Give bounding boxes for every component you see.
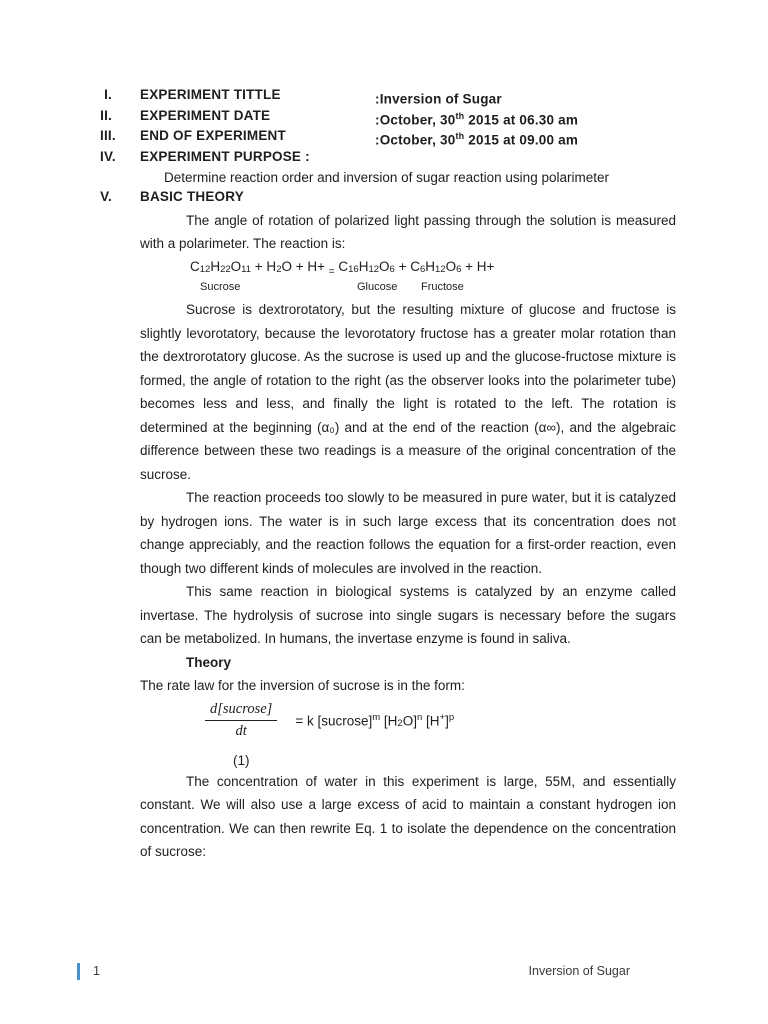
value-superscript: th	[455, 110, 465, 121]
formula-segment: [H	[422, 713, 440, 729]
experiment-end-value	[375, 128, 676, 149]
value-text: :Inversion of Sugar	[375, 91, 502, 107]
experiment-date-row	[100, 108, 676, 129]
page-number: 1	[93, 964, 100, 978]
equation-number: (1)	[233, 752, 250, 768]
paragraph-invertase: This same reaction in biological systems is catalyzed by an enzyme called invertase. The hydrolysis of sucrose into single sugars is necessary before the sugars can be metabolized. In humans, the invertase enzyme is found in saliva.	[140, 584, 676, 647]
fraction-denominator: dt	[235, 722, 247, 739]
paragraph-dextrorotatory: Sucrose is dextrorotatory, but the resulting mixture of glucose and fructose is slightly levorotatory, because the levorotatory fructose has a greater molar rotation than the dextrorotatory glucose. As the sucrose is used up and the glucose-fructose mixture is formed, the angle of rotation to the right (as the observer looks into the polarimeter tube) becomes less and less, and finally the light is rotated to the left. The rotation is determined at the beginning (α₀) and at the end of the reaction (α∞), and the algebraic difference between these two readings is a measure of the original concentration of the sucrose.	[140, 302, 676, 482]
paragraph-rate-law-intro: The rate law for the inversion of sucrose is in the form:	[140, 678, 465, 694]
formula-segment: p	[448, 711, 455, 723]
chemical-formula	[190, 258, 676, 281]
list-numeral: I.	[104, 87, 112, 102]
document-content	[100, 87, 676, 864]
value-text: :October, 30	[375, 112, 456, 127]
formula-segment: [H	[380, 713, 398, 729]
formula-segment: 16	[348, 263, 359, 275]
experiment-title-value	[375, 87, 676, 108]
experiment-purpose-value	[375, 149, 676, 165]
paragraph-reaction-speed: The reaction proceeds too slowly to be measured in pure water, but it is catalyzed by hydrogen ions. The water is in such large excess that its concentration does not change appreciably, and the reaction follows the equation for a first-order reaction, even though two different kinds of molecules are involved in the reaction.	[140, 490, 676, 576]
formula-segment: O	[230, 258, 242, 274]
value-superscript: th	[455, 131, 465, 141]
formula-segment: + C	[394, 258, 420, 274]
page-footer	[0, 962, 768, 984]
footer-accent-bar	[77, 963, 80, 980]
formula-segment: 12	[368, 263, 380, 275]
footer-document-title: Inversion of Sugar	[528, 964, 630, 978]
formula-segment: 2	[397, 718, 403, 730]
sucrose-label: Sucrose	[200, 281, 241, 294]
list-numeral: V.	[100, 188, 112, 204]
glucose-label: Glucose	[357, 281, 398, 294]
value-text: 2015 at 09.00 am	[464, 132, 579, 148]
basic-theory-row	[100, 189, 676, 205]
value-text: :October, 30	[375, 132, 456, 148]
formula-segment: +	[439, 711, 446, 723]
formula-segment: 12	[199, 263, 211, 275]
theory-heading: Theory	[186, 654, 232, 670]
fructose-label: Fructose	[421, 281, 464, 294]
formula-segment: O	[445, 258, 457, 274]
experiment-end-label: END OF EXPERIMENT	[140, 128, 286, 143]
formula-segment: H	[358, 258, 369, 274]
basic-theory-label: BASIC THEORY	[140, 188, 244, 204]
formula-segment: 11	[241, 263, 252, 275]
value-text: 2015 at 06.30 am	[464, 112, 579, 127]
experiment-purpose-row	[100, 149, 676, 165]
experiment-title-label: EXPERIMENT TITTLE	[140, 87, 281, 102]
experiment-date-label: EXPERIMENT DATE	[140, 107, 271, 123]
chemical-equation-block	[190, 258, 676, 296]
formula-segment: n	[416, 711, 423, 723]
list-numeral: IV.	[100, 148, 116, 164]
derivative-fraction	[205, 701, 277, 740]
list-numeral: II.	[100, 107, 112, 123]
formula-segment: 6	[456, 263, 462, 275]
formula-segment: 12	[435, 263, 446, 275]
formula-segment: O	[379, 258, 390, 274]
paragraph-water-concentration: The concentration of water in this experiment is large, 55M, and essentially constant. We will also use a large excess of acid to maintain a constant hydrogen ion concentration. We can then rewrite Eq. 1 to isolate the dependence on the concentration of sucrose:	[140, 773, 676, 860]
formula-segment: m	[372, 711, 381, 723]
list-numeral: III.	[100, 128, 116, 143]
formula-segment: O + H+	[281, 258, 329, 274]
formula-segment: + H	[251, 258, 277, 274]
formula-segment: O]	[402, 713, 417, 729]
rate-law-rhs	[295, 712, 454, 729]
formula-segment: 2	[276, 263, 282, 275]
formula-segment: 22	[220, 263, 231, 275]
experiment-title-row	[100, 87, 676, 108]
fraction-numerator: d[sucrose]	[205, 701, 277, 721]
formula-segment: + H+	[461, 258, 495, 274]
formula-segment: C	[190, 258, 200, 274]
basic-theory-value	[375, 189, 676, 205]
formula-segment: H	[425, 258, 436, 274]
rate-law-equation	[205, 701, 676, 740]
formula-segment: = k [sucrose]	[295, 713, 373, 729]
formula-segment: ]	[445, 713, 449, 729]
formula-segment: =	[328, 266, 335, 278]
formula-segment: 6	[419, 263, 426, 275]
formula-segment: 6	[389, 263, 395, 275]
experiment-end-row	[100, 128, 676, 149]
paragraph-polarized-light: The angle of rotation of polarized light passing through the solution is measured with a polarimeter. The reaction is:	[140, 212, 676, 251]
experiment-date-value	[375, 108, 676, 129]
formula-segment: H	[210, 258, 221, 274]
experiment-purpose-label: EXPERIMENT PURPOSE :	[140, 148, 310, 164]
chemical-species-labels	[190, 280, 676, 295]
formula-segment: C	[334, 258, 349, 274]
purpose-text: Determine reaction order and inversion of sugar reaction using polarimeter	[164, 169, 609, 185]
